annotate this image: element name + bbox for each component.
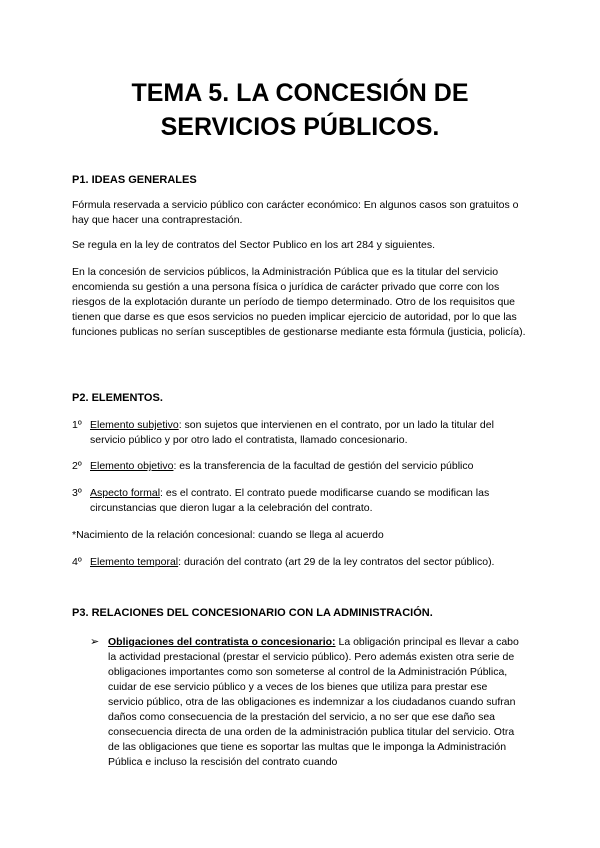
element-item-number: 1º [72, 419, 82, 431]
obligations-term: Obligaciones del contratista o concesionario: [108, 636, 336, 648]
element-item-1 [72, 418, 532, 448]
element-item-3 [72, 486, 532, 516]
element-item-term: Elemento subjetivo [90, 419, 179, 431]
element-item-term: Elemento objetivo [90, 460, 174, 472]
element-item-number: 3º [72, 487, 82, 499]
obligations-bullet [90, 635, 520, 770]
title-line-1: TEMA 5. LA CONCESIÓN DE [131, 79, 469, 107]
section-1-paragraph-3: En la concesión de servicios públicos, la Administración Pública que es la titular del servicio encomienda su gestión a una persona física o jurídica de carácter privado que corre con los riesgos de la explotación durante un período de tiempo determinado. Otro de los requisitos que tienen que darse es que esos servicios no pueden implicar ejercicio de autoridad, por lo que las funciones publicas no serían susceptibles de gestionarse mediante esta fórmula (justicia, policía). [72, 266, 526, 338]
section-1-paragraph-1: Fórmula reservada a servicio público con carácter económico: En algunos casos son gratuitos o hay que hacer una contraprestación. [72, 199, 519, 226]
element-item-term: Elemento temporal [90, 556, 179, 568]
element-item-term: Aspecto formal [90, 487, 161, 499]
section-2-heading: P2. ELEMENTOS. [72, 392, 163, 404]
section-1-heading: P1. IDEAS GENERALES [72, 174, 197, 186]
section-1-paragraph-2: Se regula en la ley de contratos del Sector Publico en los art 284 y siguientes. [72, 239, 436, 251]
element-item-text: : es el contrato. El contrato puede modificarse cuando se modifican las circunstancias que dieron lugar a la celebración del contrato. [90, 487, 490, 514]
element-item-text: : son sujetos que intervienen en el contrato, por un lado la titular del servicio público y por otro lado el contratista, llamado concesionario. [90, 419, 494, 446]
element-item-text: : duración del contrato (art 29 de la ley contratos del sector público). [178, 556, 495, 568]
arrow-bullet-icon: ➢ [90, 636, 100, 648]
title-line-2: SERVICIOS PÚBLICOS. [160, 113, 440, 141]
element-item-text: : es la transferencia de la facultad de gestión del servicio público [173, 460, 474, 472]
section-2-note: *Nacimiento de la relación concesional: cuando se llega al acuerdo [72, 529, 384, 541]
element-item-number: 2º [72, 460, 82, 472]
page-title [0, 76, 600, 144]
element-item-2 [72, 459, 532, 474]
section-3-heading: P3. RELACIONES DEL CONCESIONARIO CON LA ADMINISTRACIÓN. [72, 607, 433, 619]
obligations-text: La obligación principal es llevar a cabo la actividad prestacional (prestar el servicio público). Pero además existen otra serie de obligaciones importantes como son someterse al control de la Administración Pública, cuidar de ese servicio público y a veces de los bienes que utiliza para prestar ese servicio público, otra de las obligaciones es indemnizar a los ciudadanos cuando sufran daños como consecuencia de la prestación del servicio, a no ser que ese daño sea consecuencia directa de una orden de la administración publica titular del servicio. Otra de las obligaciones que tiene es soportar las multas que le imponga la Administración Pública e incluso la rescisión del contrato cuando [108, 636, 519, 768]
element-item-number: 4º [72, 556, 82, 568]
element-item-4 [72, 555, 532, 570]
